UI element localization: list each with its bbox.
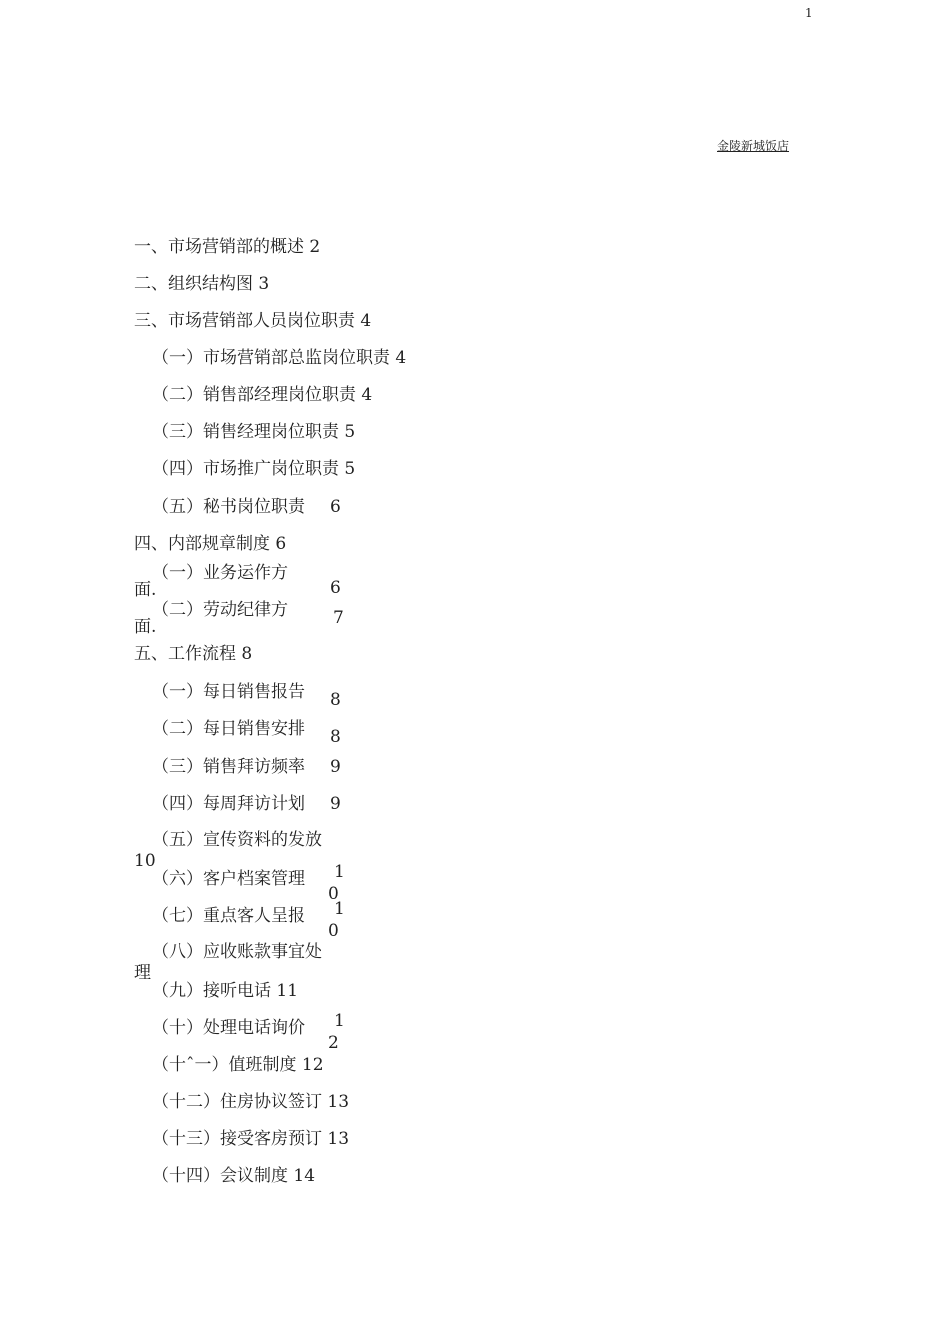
toc-item[interactable]: （十四）会议制度 14 xyxy=(152,1166,316,1186)
toc-page-number: 2 xyxy=(328,1033,339,1053)
toc-item[interactable]: （四）市场推广岗位职责 5 xyxy=(152,459,356,479)
toc-page-number: 8 xyxy=(330,727,341,747)
toc-item[interactable]: （八）应收账款事宜处 xyxy=(152,942,322,962)
toc-item[interactable]: （五）宣传资料的发放 xyxy=(152,830,322,850)
toc-item[interactable]: （十）处理电话询价 xyxy=(152,1018,305,1038)
hotel-name: 金陵新城饭店 xyxy=(717,139,790,153)
toc-item[interactable]: （九）接听电话 11 xyxy=(152,981,299,1001)
toc-item[interactable]: 三、市场营销部人员岗位职责 4 xyxy=(134,311,372,331)
page-number: 1 xyxy=(805,6,813,20)
toc-item[interactable]: 五、工作流程 8 xyxy=(134,644,253,664)
toc-item[interactable]: （一）市场营销部总监岗位职责 4 xyxy=(152,348,407,368)
toc-page-number: 1 xyxy=(334,1011,345,1031)
toc-page-number: 8 xyxy=(330,690,341,710)
toc-page-number: 7 xyxy=(333,608,344,628)
toc-item[interactable]: 四、内部规章制度 6 xyxy=(134,534,287,554)
toc-item[interactable]: （二）每日销售安排 xyxy=(152,719,305,739)
toc-page-number: 9 xyxy=(330,757,341,777)
toc-item[interactable]: （五）秘书岗位职责 xyxy=(152,497,305,517)
toc-item[interactable]: （七）重点客人呈报 xyxy=(152,906,305,926)
toc-item[interactable]: （一）业务运作方 xyxy=(152,563,288,583)
toc-item-tail: 理 xyxy=(134,963,151,983)
toc-item[interactable]: （四）每周拜访计划 xyxy=(152,794,305,814)
toc-page-number: 9 xyxy=(330,794,341,814)
toc-page-number: 1 xyxy=(334,899,345,919)
toc-item[interactable]: （一）每日销售报告 xyxy=(152,682,305,702)
toc-page-number: 6 xyxy=(330,497,341,517)
toc-item[interactable]: 二、组织结构图 3 xyxy=(134,274,270,294)
toc-item[interactable]: （二）销售部经理岗位职责 4 xyxy=(152,385,373,405)
toc-item[interactable]: （十三）接受客房预订 13 xyxy=(152,1129,350,1149)
toc-page-number: 6 xyxy=(330,578,341,598)
toc-item[interactable]: 一、市场营销部的概述 2 xyxy=(134,237,321,257)
toc-page-number: 1 xyxy=(334,862,345,882)
toc-item-tail: 面. xyxy=(134,580,157,600)
toc-page-number: 0 xyxy=(328,921,339,941)
toc-item[interactable]: （三）销售拜访频率 xyxy=(152,757,305,777)
toc-item[interactable]: （十二）住房协议签订 13 xyxy=(152,1092,350,1112)
toc-item-tail: 10 xyxy=(134,851,156,871)
toc-item[interactable]: （二）劳动纪律方 xyxy=(152,600,288,620)
toc-item-tail: 面. xyxy=(134,617,157,637)
toc-item[interactable]: （十ˆ一）值班制度 12 xyxy=(152,1055,324,1075)
toc-page-number: 0 xyxy=(328,884,339,904)
toc-item[interactable]: （六）客户档案管理 xyxy=(152,869,305,889)
toc-item[interactable]: （三）销售经理岗位职责 5 xyxy=(152,422,356,442)
